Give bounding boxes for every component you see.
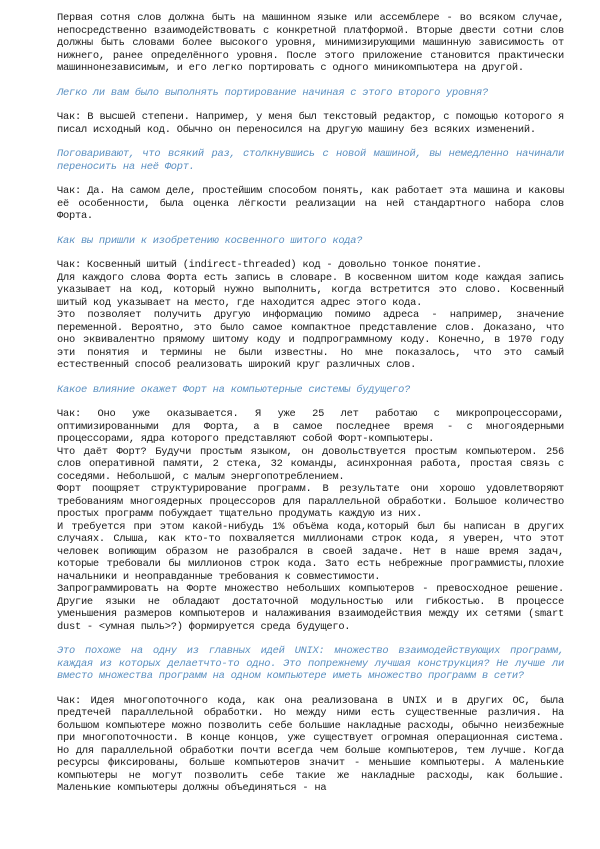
paragraph: Чак: Да. На самом деле, простейшим способом понять, как работает эта машина и каковы её особенности, была оценка лёгкости реализации на ней стандартного набора слов Форта.: [57, 185, 564, 222]
interview-question: Как вы пришли к изобретению косвенного шитого кода?: [57, 234, 363, 247]
paragraph: Чак: Оно уже оказывается. Я уже 25 лет работаю с микропроцессорами, оптимизированными для Форта, а в самое последнее время - с многоядерными процессорами, ядра которого представляют собой Форт-компьютеры.: [57, 408, 564, 445]
interview-question: Поговаривают, что всякий раз, столкнувшись с новой машиной, вы немедленно начинали переносить на неё Форт.: [57, 148, 564, 173]
paragraph: Чак: Идея многопоточного кода, как она реализована в UNIX и в других ОС, была предтечей параллельной обработки. Но между ними есть существенные различия. На большом компьютере можно позволить себе большие накладные расходы, обычно неизбежные при многопоточности. В конце концов, уже существует огромная операционная система. Но для параллельной обработки почти всегда чем больше компьютеров, тем лучше. Когда ресурсы фиксированы, больше компьютеров значит - меньшие компьютеры. А маленькие компьютеры не могут позволить себе такие же накладные расходы, как большие. Маленькие компьютеры должны объединяться - на: [57, 694, 564, 794]
paragraph: Для каждого слова Форта есть запись в словаре. В косвенном шитом коде каждая запись указывает на код, который нужно выполнить, когда встретится это слово. Косвенный шитый код указывает на место, где находится адрес этого кода.: [57, 271, 564, 309]
interview-question: Легко ли вам было выполнять портирование начиная с этого второго уровня?: [57, 86, 488, 99]
document-page: [57, 12, 564, 795]
paragraph: Что даёт Форт? Будучи простым языком, он довольствуется простым компьютером. 256 слов оперативной памяти, 2 стека, 32 команды, асинхронная работа, простая связь с соседями. Небольшой, с малым энергопотреблением.: [57, 445, 564, 483]
paragraph: И требуется при этом какой-нибудь 1% объёма кода,который был бы написан в других случаях. Слыша, как кто-то похваляется миллионами строк кода, я уверен, что этот человек вопиющим образом не разобрался в своей задаче. Нет в наше время задач, которые требовали бы миллионов строк кода. Зато есть небрежные программисты,плохие начальники и неоправданные требования к совместимости.: [57, 520, 564, 583]
interview-question: Это похоже на одну из главных идей UNIX: множество взаимодействующих программ, каждая из которых делаетчто-то одно. Это попрежнему лучшая конструкция? Не лучше ли вместо множества программ на одном компьютере иметь множество программ в сети?: [57, 645, 564, 682]
paragraph: Чак: В высшей степени. Например, у меня был текстовый редактор, с помощью которого я писал исходный код. Обычно он переносился на другую машину без всяких изменений.: [57, 111, 564, 136]
paragraph: Форт поощряет структурирование программ. В результате они хорошо удовлетворяют требованиям многоядерных процессоров для параллельной обработки. Большое количество простых программ побуждает тщательно продумать каждую из них.: [57, 483, 564, 520]
interview-question: Какое влияние окажет Форт на компьютерные системы будущего?: [57, 383, 411, 396]
paragraph: Чак: Косвенный шитый (indirect-threaded) код - довольно тонкое понятие.: [57, 259, 482, 271]
paragraph: Первая сотня слов должна быть на машинном языке или ассемблере - во всяком случае, непосредственно взаимодействовать с конкретной платформой. Вторые двести сотни слов должны быть словами более высокого уровня, минимизирующими машинную зависимость от нижнего, ранее определённого уровня. После этого приложение становится практически машиннонезависимым, и его легко портировать с одного миникомпьютера на другой.: [57, 12, 564, 74]
paragraph: Запрограммировать на Форте множество небольших компьютеров - превосходное решение. Другие языки не обладают достаточной модульностью или гибкостью. В процессе уменьшения размеров компьютеров и налаживания взаимодействия между их сетями (smart dust - <умная пыль>?) формируется среда будущего.: [57, 583, 564, 633]
paragraph: Это позволяет получить другую информацию помимо адреса - например, значение переменной. Вероятно, это было самое компактное представление слов. Доказано, что оно эквивалентно прямому шитому коду и подпрограммному коду. Конечно, в 1970 году эти понятия и термины не были известны. Но мне показалось, что это самый естественный способ реализовать широкий круг различных слов.: [57, 309, 564, 371]
